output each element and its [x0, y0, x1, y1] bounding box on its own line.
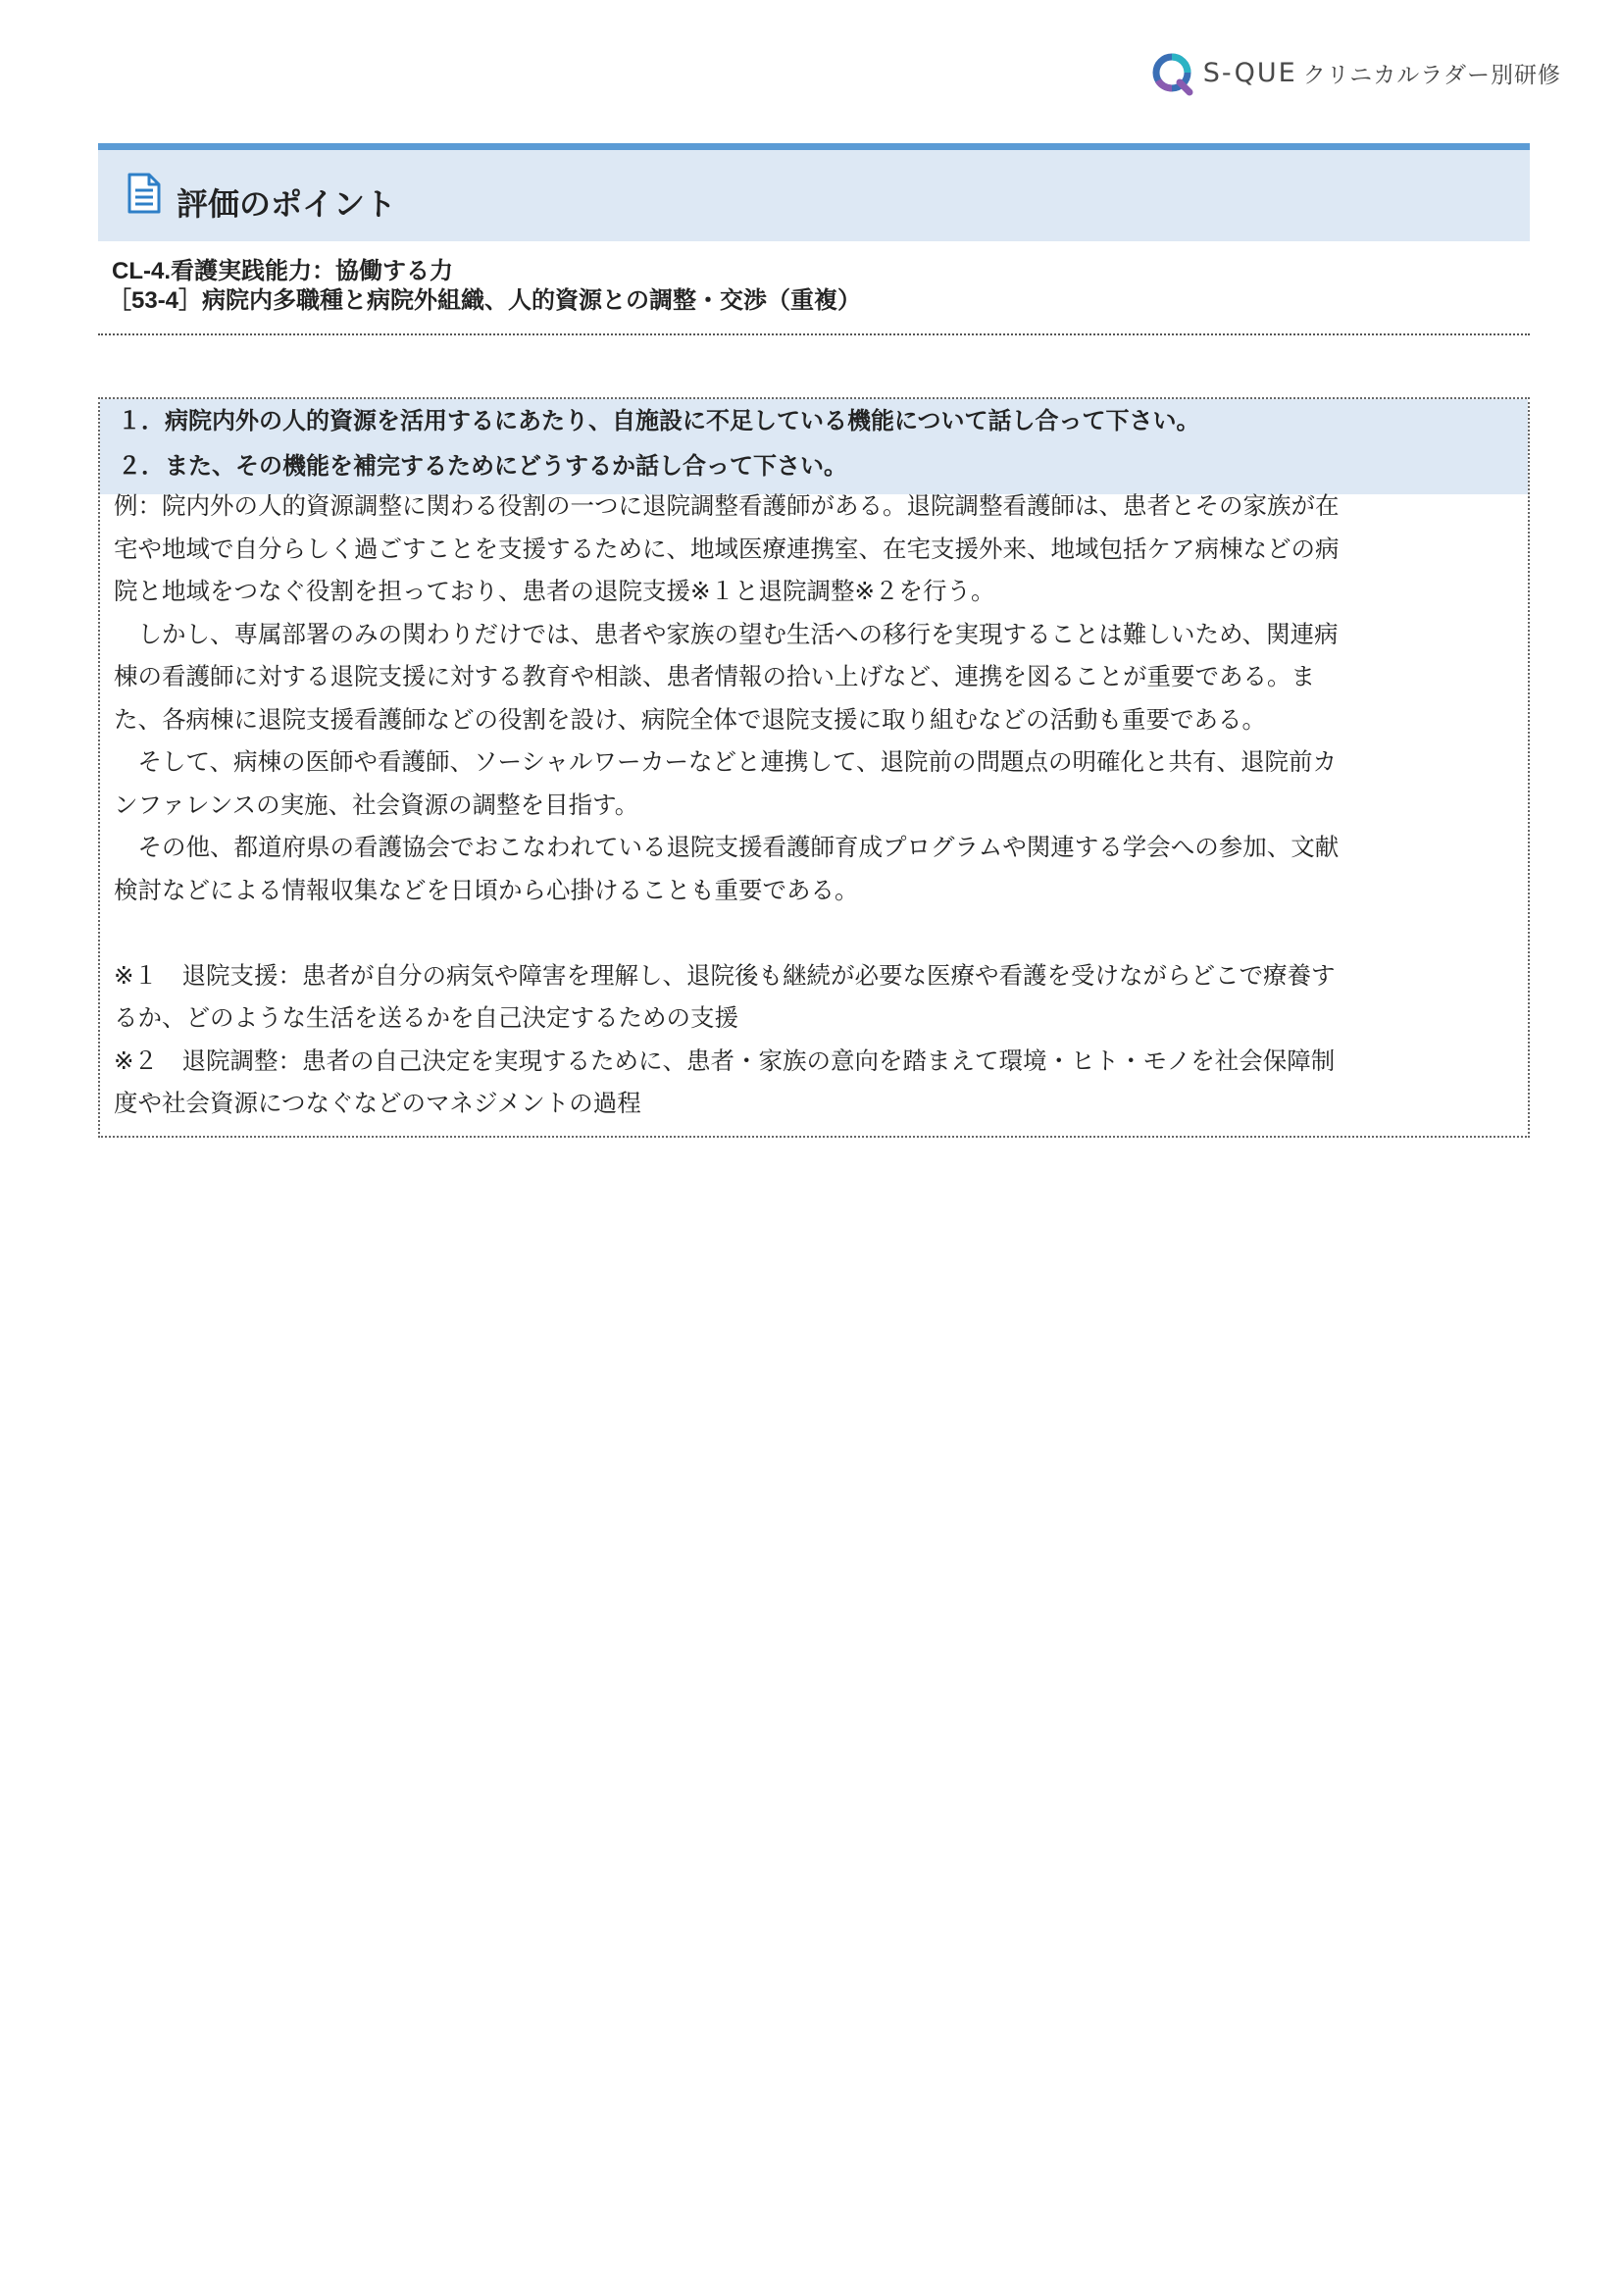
- body-line: た、各病棟に退院支援看護師などの役割を設け、病院全体で退院支援に取り組むなどの活動も重要である。: [114, 704, 1267, 734]
- competency-line-2: ［53-4］病院内多職種と病院外組織、人的資源との調整・交渉（重複）: [108, 287, 862, 314]
- document-icon: [127, 173, 161, 214]
- section-header: [98, 143, 1530, 241]
- competency-line-1: CL-4.看護実践能力：協働する力: [112, 258, 453, 284]
- brand-logo: [1150, 49, 1561, 96]
- note-line: ※２ 退院調整：患者の自己決定を実現するために、患者・家族の意向を踏まえて環境・ヒト・モノを社会保障制: [114, 1046, 1336, 1075]
- answer-body: [100, 485, 1528, 1125]
- body-line: ンファレンスの実施、社会資源の調整を目指す。: [114, 790, 639, 819]
- section-title: 評価のポイント: [177, 185, 397, 222]
- competency-heading: [108, 257, 1524, 316]
- question-header: [100, 399, 1528, 494]
- body-line: 検討などによる情報収集などを日頃から心掛けることも重要である。: [114, 875, 859, 904]
- logo-tagline: クリニカルラダー別研修: [1302, 62, 1561, 88]
- note-line: 度や社会資源につなぐなどのマネジメントの過程: [114, 1089, 641, 1117]
- question-1: １．病院内外の人的資源を活用するにあたり、自施設に不足している機能について話し合って下さい。: [118, 408, 1200, 434]
- question-2: ２．また、その機能を補完するためにどうするか話し合って下さい。: [118, 453, 847, 480]
- logo-brand-text: S-QUE: [1202, 57, 1297, 88]
- sque-logo-icon: [1150, 49, 1197, 96]
- body-line: しかし、専属部署のみの関わりだけでは、患者や家族の望む生活への移行を実現することは難しいため、関連病: [114, 619, 1339, 648]
- blank-line: [114, 911, 1516, 954]
- question-box: [98, 397, 1530, 1138]
- body-line: 例：院内外の人的資源調整に関わる役割の一つに退院調整看護師がある。退院調整看護師は、患者とその家族が在: [114, 491, 1340, 520]
- body-line: 宅や地域で自分らしく過ごすことを支援するために、地域医療連携室、在宅支援外来、地域包括ケア病棟などの病: [114, 534, 1340, 563]
- body-line: 棟の看護師に対する退院支援に対する教育や相談、患者情報の拾い上げなど、連携を図ることが重要である。ま: [114, 662, 1315, 690]
- dotted-divider: [98, 333, 1530, 335]
- body-line: そして、病棟の医師や看護師、ソーシャルワーカーなどと連携して、退院前の問題点の明確化と共有、退院前カ: [114, 747, 1338, 776]
- body-line: 院と地域をつなぐ役割を担っており、患者の退院支援※１と退院調整※２を行う。: [114, 577, 995, 605]
- body-line: その他、都道府県の看護協会でおこなわれている退院支援看護師育成プログラムや関連する学会への参加、文献: [114, 833, 1340, 861]
- note-line: ※１ 退院支援：患者が自分の病気や障害を理解し、退院後も継続が必要な医療や看護を受けながらどこで療養す: [114, 960, 1336, 990]
- note-line: るか、どのような生活を送るかを自己決定するための支援: [114, 1003, 738, 1032]
